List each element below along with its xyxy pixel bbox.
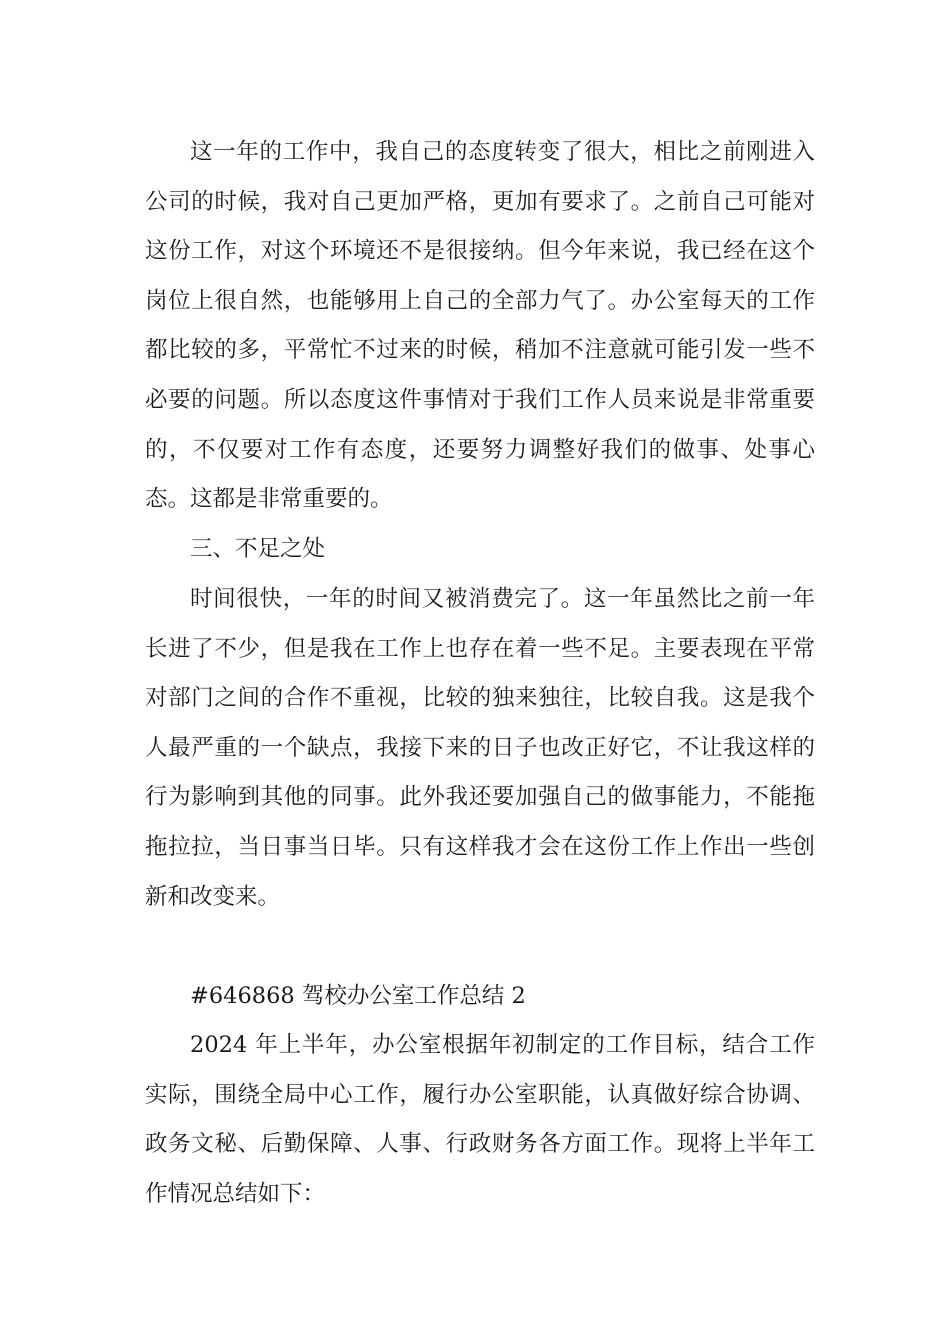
- paragraph-attitude: 这一年的工作中，我自己的态度转变了很大，相比之前刚进入公司的时候，我对自己更加严格，更加有要求了。之前自己可能对这份工作，对这个环境还不是很接纳。但今年来说，我已经在这个岗位上很自然，也能够用上自己的全部力气了。办公室每天的工作都比较的多，平常忙不过来的时候，稍加不注意就可能引发一些不必要的问题。所以态度这件事情对于我们工作人员来说是非常重要的，不仅要对工作有态度，还要努力调整好我们的做事、处事心态。这都是非常重要的。: [145, 139, 815, 513]
- section-heading-shortcomings: 三、不足之处: [190, 536, 326, 562]
- paragraph-shortcomings: 时间很快，一年的时间又被消费完了。这一年虽然比之前一年长进了不少，但是我在工作上也存在着一些不足。主要表现在平常对部门之间的合作不重视，比较的独来独往，比较自我。这是我个人最严重的一个缺点，我接下来的日子也改正好它，不让我这样的行为影响到其他的同事。此外我还要加强自己的做事能力，不能拖拖拉拉，当日事当日毕。只有这样我才会在这份工作上作出一些创新和改变来。: [145, 586, 815, 910]
- summary-2-heading: #646868 驾校办公室工作总结 2: [190, 983, 526, 1009]
- paragraph-summary-2-intro: 2024 年上半年，办公室根据年初制定的工作目标，结合工作实际，围绕全局中心工作，履行办公室职能，认真做好综合协调、政务文秘、后勤保障、人事、行政财务各方面工作。现将上半年工作情况总结如下：: [145, 1032, 815, 1207]
